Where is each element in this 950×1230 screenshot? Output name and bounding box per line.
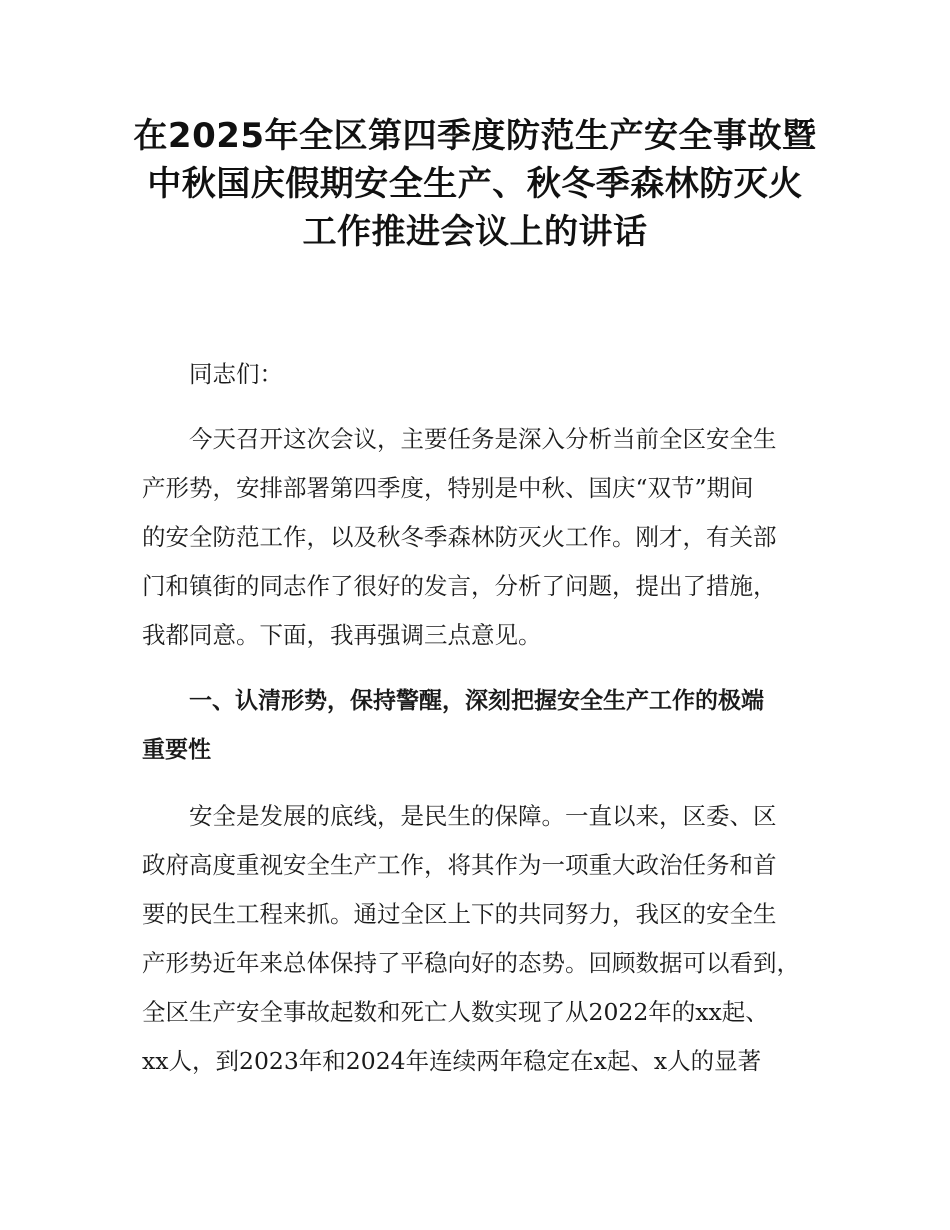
paragraph-line: xx人，到2023年和2024年连续两年稳定在x起、x人的显著 bbox=[142, 1047, 762, 1075]
salutation-text: 同志们： bbox=[189, 360, 283, 388]
salutation bbox=[142, 350, 822, 399]
intro-paragraph bbox=[142, 415, 822, 660]
paragraph-line: 的安全防范工作，以及秋冬季森林防灭火工作。刚才，有关部 bbox=[142, 523, 777, 551]
heading-line: 重要性 bbox=[142, 737, 211, 763]
paragraph-line: 今天召开这次会议，主要任务是深入分析当前全区安全生 bbox=[189, 425, 777, 453]
heading-line: 一、认清形势，保持警醒，深刻把握安全生产工作的极端 bbox=[189, 688, 764, 714]
paragraph-line: 门和镇街的同志作了很好的发言，分析了问题，提出了措施， bbox=[142, 572, 777, 600]
section-1-heading bbox=[142, 677, 822, 775]
paragraph-line: 政府高度重视安全生产工作，将其作为一项重大政治任务和首 bbox=[142, 851, 777, 879]
paragraph-line: 我都同意。下面，我再强调三点意见。 bbox=[142, 621, 542, 649]
title-line-1: 在2025年全区第四季度防范生产安全事故暨 bbox=[133, 116, 817, 156]
paragraph-line: 产形势，安排部署第四季度，特别是中秋、国庆“双节”期间 bbox=[142, 474, 754, 502]
paragraph-line: 产形势近年来总体保持了平稳向好的态势。回顾数据可以看到， bbox=[142, 949, 800, 977]
section-1-paragraph bbox=[142, 792, 822, 1086]
title-line-3: 工作推进会议上的讲话 bbox=[302, 212, 648, 252]
paragraph-line: 要的民生工程来抓。通过全区上下的共同努力，我区的安全生 bbox=[142, 900, 777, 928]
title-line-2: 中秋国庆假期安全生产、秋冬季森林防灭火 bbox=[147, 164, 803, 204]
paragraph-line: 安全是发展的底线，是民生的保障。一直以来，区委、区 bbox=[189, 802, 777, 830]
paragraph-line: 全区生产安全事故起数和死亡人数实现了从2022年的xx起、 bbox=[142, 998, 769, 1026]
document-title bbox=[120, 112, 830, 256]
